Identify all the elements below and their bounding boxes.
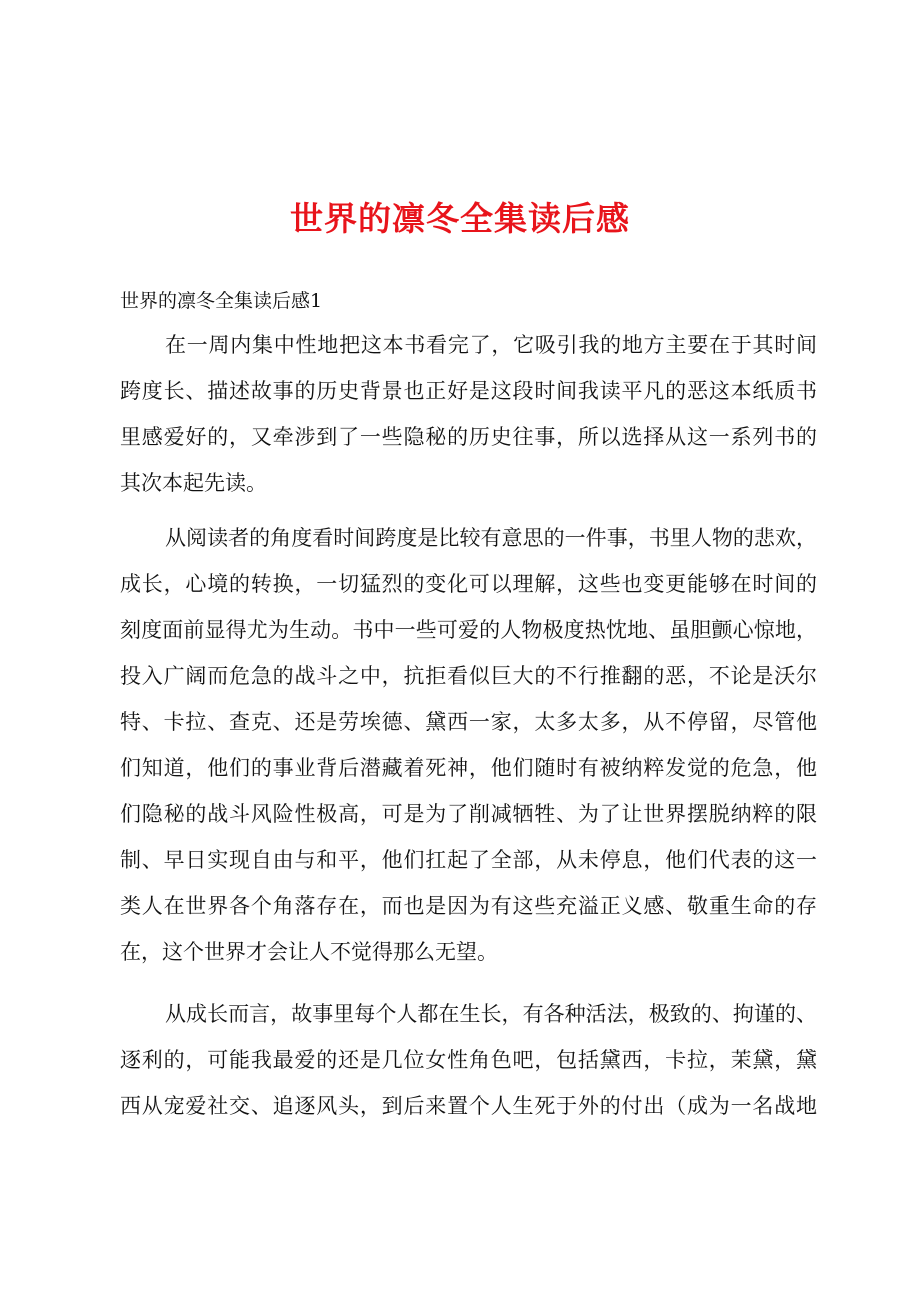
document-title: 世界的凛冬全集读后感 [290,199,630,238]
text-line: 成长，心境的转换，一切猛烈的变化可以理解，这些也变更能够在时间的 [120,572,817,596]
text-line: 西从宠爱社交、追逐风头，到后来置个人生死于外的付出（成为一名战地 [120,1094,817,1118]
section-heading: 世界的凛冬全集读后感1 [120,290,323,312]
text-line: 逐利的，可能我最爱的还是几位女性角色吧，包括黛西，卡拉，茉黛，黛 [120,1048,817,1072]
text-line: 们隐秘的战斗风险性极高，可是为了削减牺牲、为了让世界摆脱纳粹的限 [120,802,817,826]
text-line: 在一周内集中性地把这本书看完了，它吸引我的地方主要在于其时间 [165,333,817,357]
text-line: 从成长而言，故事里每个人都在生长，有各种活法，极致的、拘谨的、 [165,1002,817,1026]
text-line: 里感爱好的，又牵涉到了一些隐秘的历史往事，所以选择从这一系列书的 [120,425,817,449]
text-line: 特、卡拉、查克、还是劳埃德、黛西一家，太多太多，从不停留，尽管他 [120,710,817,734]
text-line: 制、早日实现自由与和平，他们扛起了全部，从未停息，他们代表的这一 [120,848,817,872]
text-line: 跨度长、描述故事的历史背景也正好是这段时间我读平凡的恶这本纸质书 [120,379,817,403]
text-line: 投入广阔而危急的战斗之中，抗拒看似巨大的不行推翻的恶，不论是沃尔 [120,664,817,688]
text-line: 们知道，他们的事业背后潜藏着死神，他们随时有被纳粹发觉的危急，他 [120,756,817,780]
text-line: 从阅读者的角度看时间跨度是比较有意思的一件事，书里人物的悲欢， [165,526,817,550]
text-line: 其次本起先读。 [120,471,267,495]
text-line: 在，这个世界才会让人不觉得那么无望。 [120,940,498,964]
text-line: 类人在世界各个角落存在，而也是因为有这些充溢正义感、敬重生命的存 [120,894,817,918]
text-line: 刻度面前显得尤为生动。书中一些可爱的人物极度热忱地、虽胆颤心惊地， [120,618,817,642]
